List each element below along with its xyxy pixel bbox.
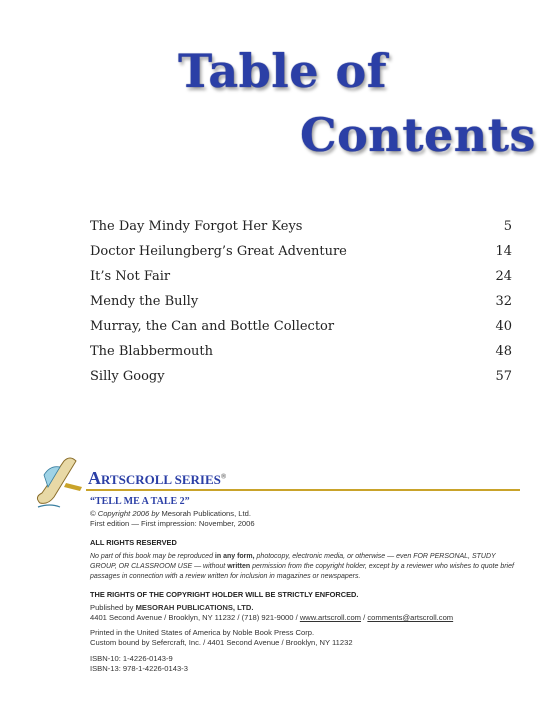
toc-entry-page: 14 <box>495 244 512 259</box>
publisher-info: Published by MESORAH PUBLICATIONS, LTD. 4401 Second Avenue / Brooklyn, NY 11232 / (718) 921-9000 / www.artscroll.com / comments@artscroll.com <box>90 603 454 622</box>
series-name: ARTSCROLL SERIES® <box>88 468 227 488</box>
website-link[interactable]: www.artscroll.com <box>299 613 362 622</box>
toc-entry-title: Murray, the Can and Bottle Collector <box>90 319 335 334</box>
toc-entry[interactable] <box>90 239 512 264</box>
toc-entry[interactable] <box>90 314 512 339</box>
toc-entry-page: 5 <box>503 219 512 234</box>
reproduction-notice: No part of this book may be reproduced in any form, photocopy, electronic media, or otherwise — even FOR PERSONAL, STUDY GROUP, OR CLASSROOM USE — without written permission from the copyright holder, except by a reviewer who wishes to quote brief passages in connection with a review written for inclusion in magazines or newspapers. <box>90 553 514 580</box>
table-of-contents <box>90 214 512 389</box>
isbn-10: ISBN-10: 1-4226-0143-9 <box>90 654 173 663</box>
title-line-1: Table of <box>178 44 388 98</box>
toc-entry-title: It’s Not Fair <box>90 269 171 284</box>
all-rights-reserved: ALL RIGHTS RESERVED <box>90 538 177 547</box>
scroll-quill-icon <box>30 453 86 511</box>
toc-entry[interactable] <box>90 364 512 389</box>
toc-entry[interactable] <box>90 289 512 314</box>
toc-entry-title: The Day Mindy Forgot Her Keys <box>90 219 303 234</box>
page-title <box>0 28 550 178</box>
title-line-2: Contents <box>300 108 536 162</box>
toc-entry-title: Doctor Heilungberg’s Great Adventure <box>90 244 347 259</box>
isbn-info <box>90 654 520 674</box>
rights-enforced: THE RIGHTS OF THE COPYRIGHT HOLDER WILL BE STRICTLY ENFORCED. <box>90 590 359 599</box>
toc-entry-page: 40 <box>495 319 512 334</box>
toc-entry-title: Silly Googy <box>90 369 165 384</box>
book-title: “TELL ME A TALE 2” <box>90 496 190 507</box>
toc-entry[interactable] <box>90 339 512 364</box>
copyright-info: © Copyright 2006 by Mesorah Publications, Ltd. First edition — First impression: November, 2006 <box>90 509 255 528</box>
toc-entry-page: 48 <box>495 344 512 359</box>
toc-entry-title: The Blabbermouth <box>90 344 214 359</box>
toc-entry[interactable] <box>90 264 512 289</box>
toc-entry-title: Mendy the Bully <box>90 294 199 309</box>
isbn-13: ISBN-13: 978-1-4226-0143-3 <box>90 664 188 673</box>
email-link[interactable]: comments@artscroll.com <box>367 613 454 622</box>
gold-divider <box>86 489 520 491</box>
toc-entry[interactable] <box>90 214 512 239</box>
toc-entry-page: 24 <box>495 269 512 284</box>
toc-entry-page: 57 <box>495 369 512 384</box>
printing-info: Printed in the United States of America by Noble Book Press Corp. Custom bound by Sefercraft, Inc. / 4401 Second Avenue / Brooklyn, NY 11232 <box>90 628 353 647</box>
toc-entry-page: 32 <box>495 294 512 309</box>
